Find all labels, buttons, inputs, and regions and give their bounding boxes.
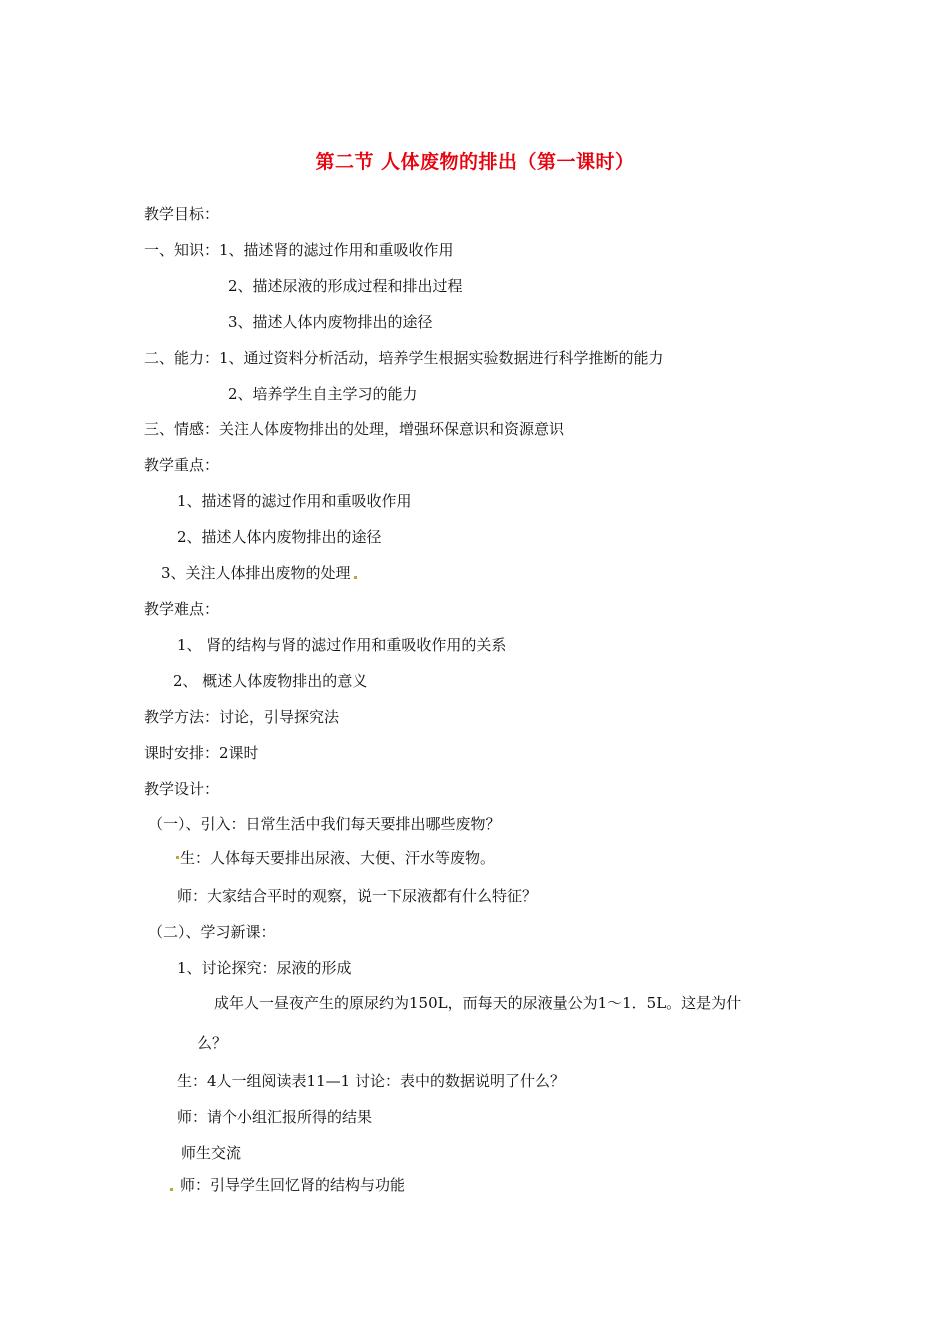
- stray-mark: [170, 1188, 173, 1191]
- teacher-question-1: 师：大家结合平时的观察，说一下尿液都有什么特征？: [177, 887, 538, 905]
- teacher-instruction-2: 师：引导学生回忆肾的结构与功能: [180, 1176, 406, 1194]
- intro-line: （一）、引入：日常生活中我们每天要排出哪些废物？: [148, 815, 501, 833]
- stray-mark: [354, 576, 357, 579]
- method-line: 教学方法：讨论，引导探究法: [144, 708, 340, 726]
- key-point-2: 2、描述人体内废物排出的途径: [177, 528, 382, 546]
- exchange-line: 师生交流: [181, 1144, 242, 1162]
- knowledge-goal-3: 3、描述人体内废物排出的途径: [228, 313, 433, 331]
- difficulty-2: 2、 概述人体废物排出的意义: [173, 672, 368, 690]
- key-point-1: 1、描述肾的滤过作用和重吸收作用: [177, 492, 412, 510]
- schedule-line: 课时安排：2课时: [144, 744, 259, 762]
- new-lesson-heading: （二）、学习新课：: [148, 923, 276, 941]
- design-heading: 教学设计：: [144, 780, 220, 798]
- urine-question-line-2: 么？: [197, 1034, 228, 1052]
- knowledge-goal-1: 一、知识：1、描述肾的滤过作用和重吸收作用: [144, 241, 454, 259]
- key-point-3: 3、关注人体排出废物的处理: [161, 564, 351, 582]
- ability-goal-1: 二、能力：1、通过资料分析活动，培养学生根据实验数据进行科学推断的能力: [144, 349, 664, 367]
- ability-goal-2: 2、培养学生自主学习的能力: [228, 385, 418, 403]
- teacher-instruction-1: 师：请个小组汇报所得的结果: [177, 1108, 373, 1126]
- difficulties-heading: 教学难点：: [144, 600, 220, 618]
- difficulty-1: 1、 肾的结构与肾的滤过作用和重吸收作用的关系: [177, 636, 507, 654]
- student-answer-2: 生：4人一组阅读表11—1 讨论：表中的数据说明了什么？: [177, 1072, 565, 1090]
- emotion-goal: 三、情感：关注人体废物排出的处理，增强环保意识和资源意识: [144, 420, 565, 438]
- student-answer-1: 生：人体每天要排出尿液、大便、汗水等废物。: [180, 849, 496, 867]
- stray-mark: [176, 856, 179, 859]
- urine-question-line-1: 成年人一昼夜产生的原尿约为150L，而每天的尿液量公为1～1．5L。这是为什: [214, 994, 742, 1012]
- key-points-heading: 教学重点：: [144, 456, 220, 474]
- discussion-heading: 1、讨论探究：尿液的形成: [177, 959, 352, 977]
- knowledge-goal-2: 2、描述尿液的形成过程和排出过程: [228, 277, 463, 295]
- page-title: 第二节 人体废物的排出（第一课时）: [315, 151, 635, 173]
- objectives-heading: 教学目标：: [144, 205, 220, 223]
